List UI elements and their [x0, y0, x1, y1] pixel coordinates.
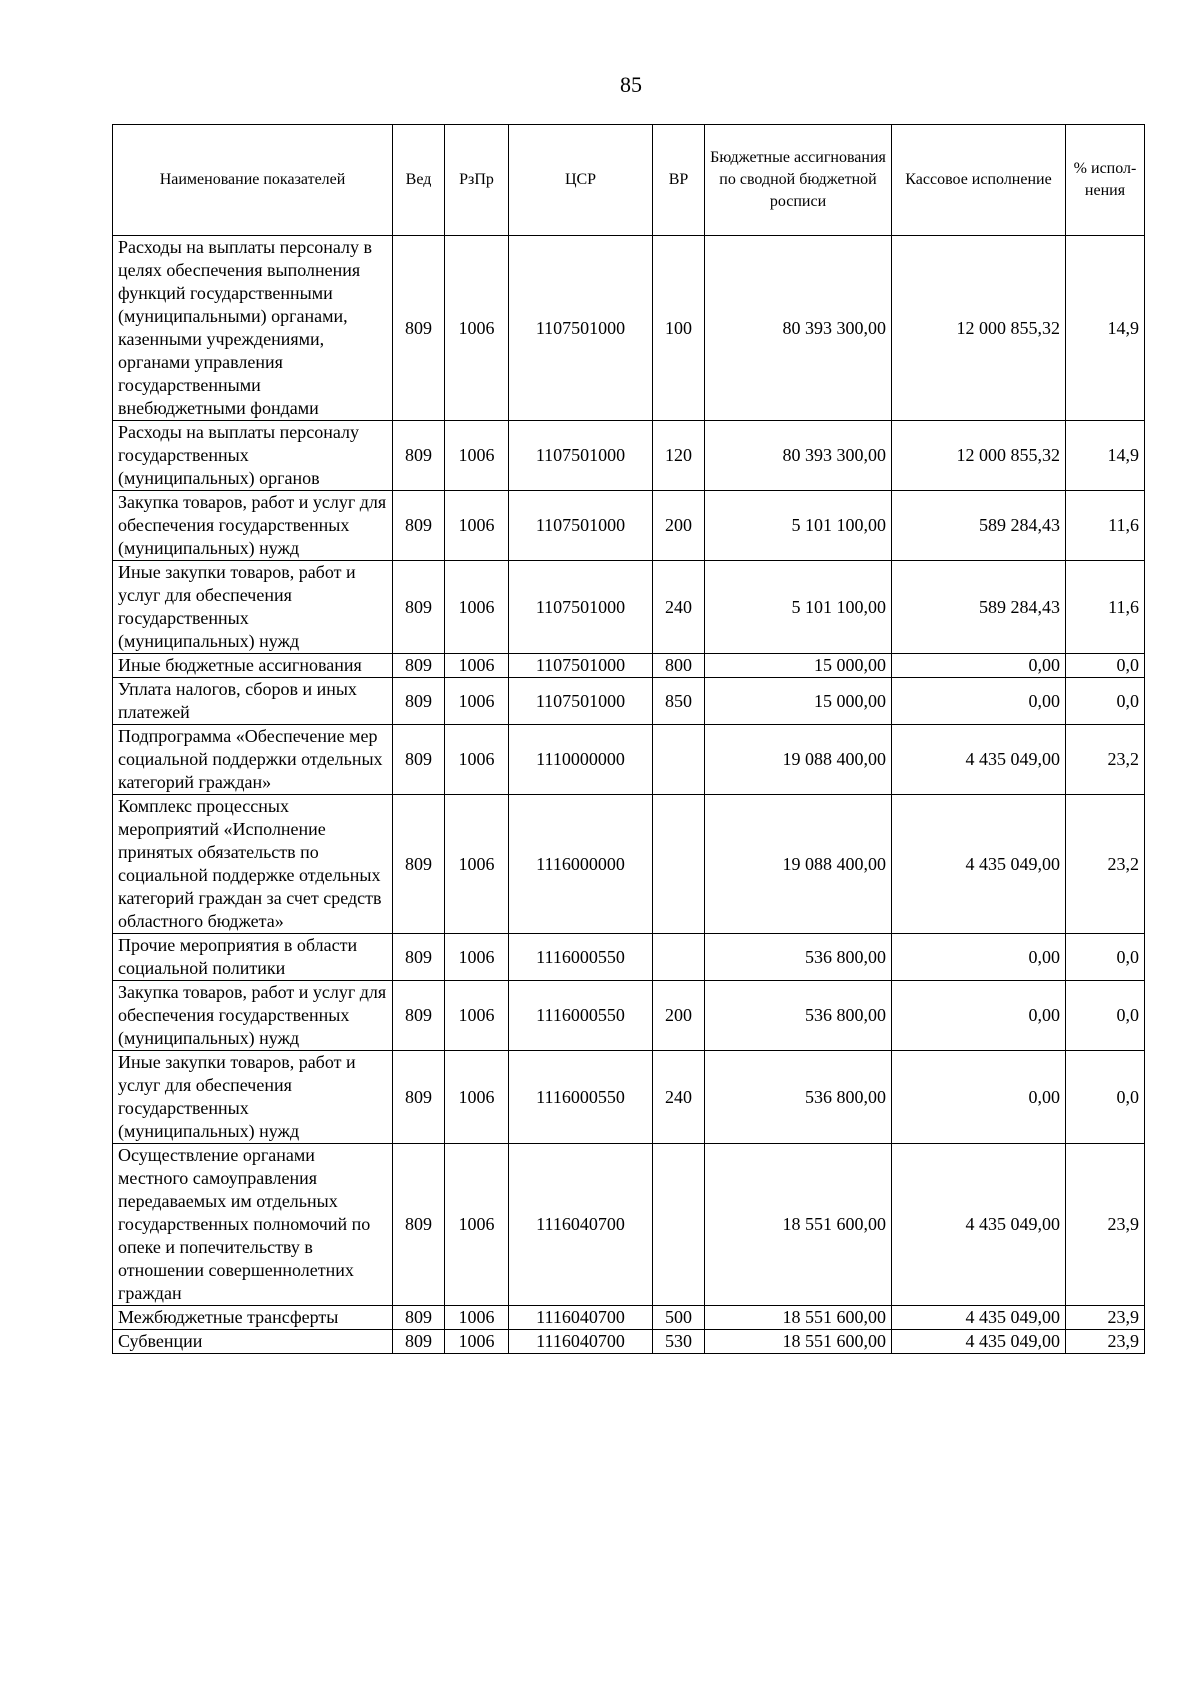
cell-percent: 23,2: [1066, 725, 1145, 795]
cell-rzpr: 1006: [445, 561, 509, 654]
cell-rzpr: 1006: [445, 678, 509, 725]
cell-rzpr: 1006: [445, 934, 509, 981]
cell-vr: [653, 795, 705, 934]
cell-vr: [653, 934, 705, 981]
cell-ved: 809: [393, 561, 445, 654]
cell-percent: 14,9: [1066, 421, 1145, 491]
table-row: [113, 491, 1145, 561]
cell-ved: 809: [393, 1051, 445, 1144]
cell-ved: 809: [393, 678, 445, 725]
cell-assignments: 15 000,00: [705, 678, 892, 725]
cell-vr: [653, 1144, 705, 1306]
cell-rzpr: 1006: [445, 795, 509, 934]
header-ved: Вед: [393, 125, 445, 236]
table-header-row: [113, 125, 1145, 236]
cell-csr: 1116040700: [509, 1306, 653, 1330]
cell-assignments: 80 393 300,00: [705, 421, 892, 491]
cell-csr: 1116040700: [509, 1330, 653, 1354]
cell-percent: 23,2: [1066, 795, 1145, 934]
cell-assignments: 80 393 300,00: [705, 236, 892, 421]
cell-assignments: 19 088 400,00: [705, 795, 892, 934]
cell-percent: 23,9: [1066, 1144, 1145, 1306]
cell-ved: 809: [393, 934, 445, 981]
cell-percent: 0,0: [1066, 934, 1145, 981]
cell-rzpr: 1006: [445, 1330, 509, 1354]
cell-assignments: 18 551 600,00: [705, 1330, 892, 1354]
cell-assignments: 5 101 100,00: [705, 561, 892, 654]
cell-assignments: 15 000,00: [705, 654, 892, 678]
cell-assignments: 18 551 600,00: [705, 1306, 892, 1330]
cell-csr: 1110000000: [509, 725, 653, 795]
cell-name: Комплекс процессных мероприятий «Исполнение принятых обязательств по социальной поддержке отдельных категорий граждан за счет средств областного бюджета»: [113, 795, 393, 934]
cell-csr: 1107501000: [509, 421, 653, 491]
table-row: [113, 1330, 1145, 1354]
table-row: [113, 981, 1145, 1051]
cell-name: Уплата налогов, сборов и иных платежей: [113, 678, 393, 725]
cell-rzpr: 1006: [445, 236, 509, 421]
cell-vr: [653, 725, 705, 795]
cell-rzpr: 1006: [445, 981, 509, 1051]
table-body: [113, 236, 1145, 1354]
cell-cash-execution: 12 000 855,32: [892, 421, 1066, 491]
header-percent: % испол-нения: [1066, 125, 1145, 236]
cell-percent: 0,0: [1066, 678, 1145, 725]
cell-cash-execution: 4 435 049,00: [892, 795, 1066, 934]
cell-vr: 200: [653, 981, 705, 1051]
cell-percent: 0,0: [1066, 1051, 1145, 1144]
cell-ved: 809: [393, 725, 445, 795]
table-row: [113, 1051, 1145, 1144]
header-name: Наименование показателей: [113, 125, 393, 236]
cell-cash-execution: 4 435 049,00: [892, 1144, 1066, 1306]
cell-csr: 1116000550: [509, 934, 653, 981]
cell-assignments: 5 101 100,00: [705, 491, 892, 561]
cell-cash-execution: 4 435 049,00: [892, 1330, 1066, 1354]
cell-vr: 800: [653, 654, 705, 678]
header-csr: ЦСР: [509, 125, 653, 236]
cell-rzpr: 1006: [445, 725, 509, 795]
table-row: [113, 678, 1145, 725]
cell-cash-execution: 0,00: [892, 981, 1066, 1051]
cell-vr: 120: [653, 421, 705, 491]
cell-assignments: 536 800,00: [705, 1051, 892, 1144]
cell-percent: 23,9: [1066, 1306, 1145, 1330]
cell-name: Осуществление органами местного самоуправления передаваемых им отдельных государственных полномочий по опеке и попечительству в отношении совершеннолетних граждан: [113, 1144, 393, 1306]
header-cash-execution: Кассовое исполнение: [892, 125, 1066, 236]
cell-name: Субвенции: [113, 1330, 393, 1354]
cell-ved: 809: [393, 421, 445, 491]
cell-cash-execution: 0,00: [892, 934, 1066, 981]
cell-percent: 0,0: [1066, 981, 1145, 1051]
cell-csr: 1107501000: [509, 654, 653, 678]
table-row: [113, 654, 1145, 678]
table-row: [113, 1144, 1145, 1306]
cell-ved: 809: [393, 1306, 445, 1330]
cell-cash-execution: 0,00: [892, 654, 1066, 678]
table-row: [113, 795, 1145, 934]
cell-csr: 1107501000: [509, 561, 653, 654]
cell-percent: 11,6: [1066, 561, 1145, 654]
cell-csr: 1107501000: [509, 236, 653, 421]
table-row: [113, 561, 1145, 654]
cell-ved: 809: [393, 1330, 445, 1354]
cell-ved: 809: [393, 236, 445, 421]
cell-name: Подпрограмма «Обеспечение мер социальной поддержки отдельных категорий граждан»: [113, 725, 393, 795]
cell-assignments: 536 800,00: [705, 981, 892, 1051]
cell-ved: 809: [393, 1144, 445, 1306]
cell-ved: 809: [393, 981, 445, 1051]
cell-percent: 14,9: [1066, 236, 1145, 421]
cell-rzpr: 1006: [445, 491, 509, 561]
cell-cash-execution: 0,00: [892, 1051, 1066, 1144]
cell-name: Расходы на выплаты персоналу государственных (муниципальных) органов: [113, 421, 393, 491]
cell-csr: 1107501000: [509, 678, 653, 725]
cell-cash-execution: 4 435 049,00: [892, 725, 1066, 795]
cell-percent: 0,0: [1066, 654, 1145, 678]
table-row: [113, 934, 1145, 981]
cell-vr: 100: [653, 236, 705, 421]
cell-vr: 240: [653, 1051, 705, 1144]
page-number: 85: [620, 72, 642, 97]
cell-name: Иные закупки товаров, работ и услуг для обеспечения государственных (муниципальных) нужд: [113, 561, 393, 654]
cell-vr: 850: [653, 678, 705, 725]
cell-name: Иные закупки товаров, работ и услуг для обеспечения государственных (муниципальных) нужд: [113, 1051, 393, 1144]
cell-vr: 240: [653, 561, 705, 654]
table-row: [113, 725, 1145, 795]
header-assignments: Бюджетные ассигнования по сводной бюджетной росписи: [705, 125, 892, 236]
cell-csr: 1116000000: [509, 795, 653, 934]
cell-rzpr: 1006: [445, 421, 509, 491]
cell-assignments: 18 551 600,00: [705, 1144, 892, 1306]
cell-csr: 1116000550: [509, 981, 653, 1051]
cell-vr: 530: [653, 1330, 705, 1354]
cell-name: Закупка товаров, работ и услуг для обеспечения государственных (муниципальных) нужд: [113, 981, 393, 1051]
cell-vr: 500: [653, 1306, 705, 1330]
cell-cash-execution: 12 000 855,32: [892, 236, 1066, 421]
cell-name: Межбюджетные трансферты: [113, 1306, 393, 1330]
cell-vr: 200: [653, 491, 705, 561]
table-row: [113, 421, 1145, 491]
cell-percent: 11,6: [1066, 491, 1145, 561]
cell-name: Закупка товаров, работ и услуг для обеспечения государственных (муниципальных) нужд: [113, 491, 393, 561]
header-vr: ВР: [653, 125, 705, 236]
cell-name: Расходы на выплаты персоналу в целях обеспечения выполнения функций государственными (муниципальными) органами, казенными учреждениями, органами управления государственными внебюджетными фондами: [113, 236, 393, 421]
cell-name: Прочие мероприятия в области социальной политики: [113, 934, 393, 981]
cell-ved: 809: [393, 491, 445, 561]
cell-rzpr: 1006: [445, 1306, 509, 1330]
table-row: [113, 236, 1145, 421]
cell-cash-execution: 589 284,43: [892, 491, 1066, 561]
budget-table: [112, 124, 1145, 1354]
cell-rzpr: 1006: [445, 654, 509, 678]
cell-rzpr: 1006: [445, 1051, 509, 1144]
cell-ved: 809: [393, 795, 445, 934]
cell-assignments: 536 800,00: [705, 934, 892, 981]
cell-assignments: 19 088 400,00: [705, 725, 892, 795]
cell-csr: 1116000550: [509, 1051, 653, 1144]
cell-csr: 1116040700: [509, 1144, 653, 1306]
cell-ved: 809: [393, 654, 445, 678]
cell-rzpr: 1006: [445, 1144, 509, 1306]
cell-cash-execution: 4 435 049,00: [892, 1306, 1066, 1330]
cell-name: Иные бюджетные ассигнования: [113, 654, 393, 678]
cell-cash-execution: 589 284,43: [892, 561, 1066, 654]
cell-cash-execution: 0,00: [892, 678, 1066, 725]
cell-csr: 1107501000: [509, 491, 653, 561]
cell-percent: 23,9: [1066, 1330, 1145, 1354]
table-row: [113, 1306, 1145, 1330]
header-rzpr: РзПр: [445, 125, 509, 236]
